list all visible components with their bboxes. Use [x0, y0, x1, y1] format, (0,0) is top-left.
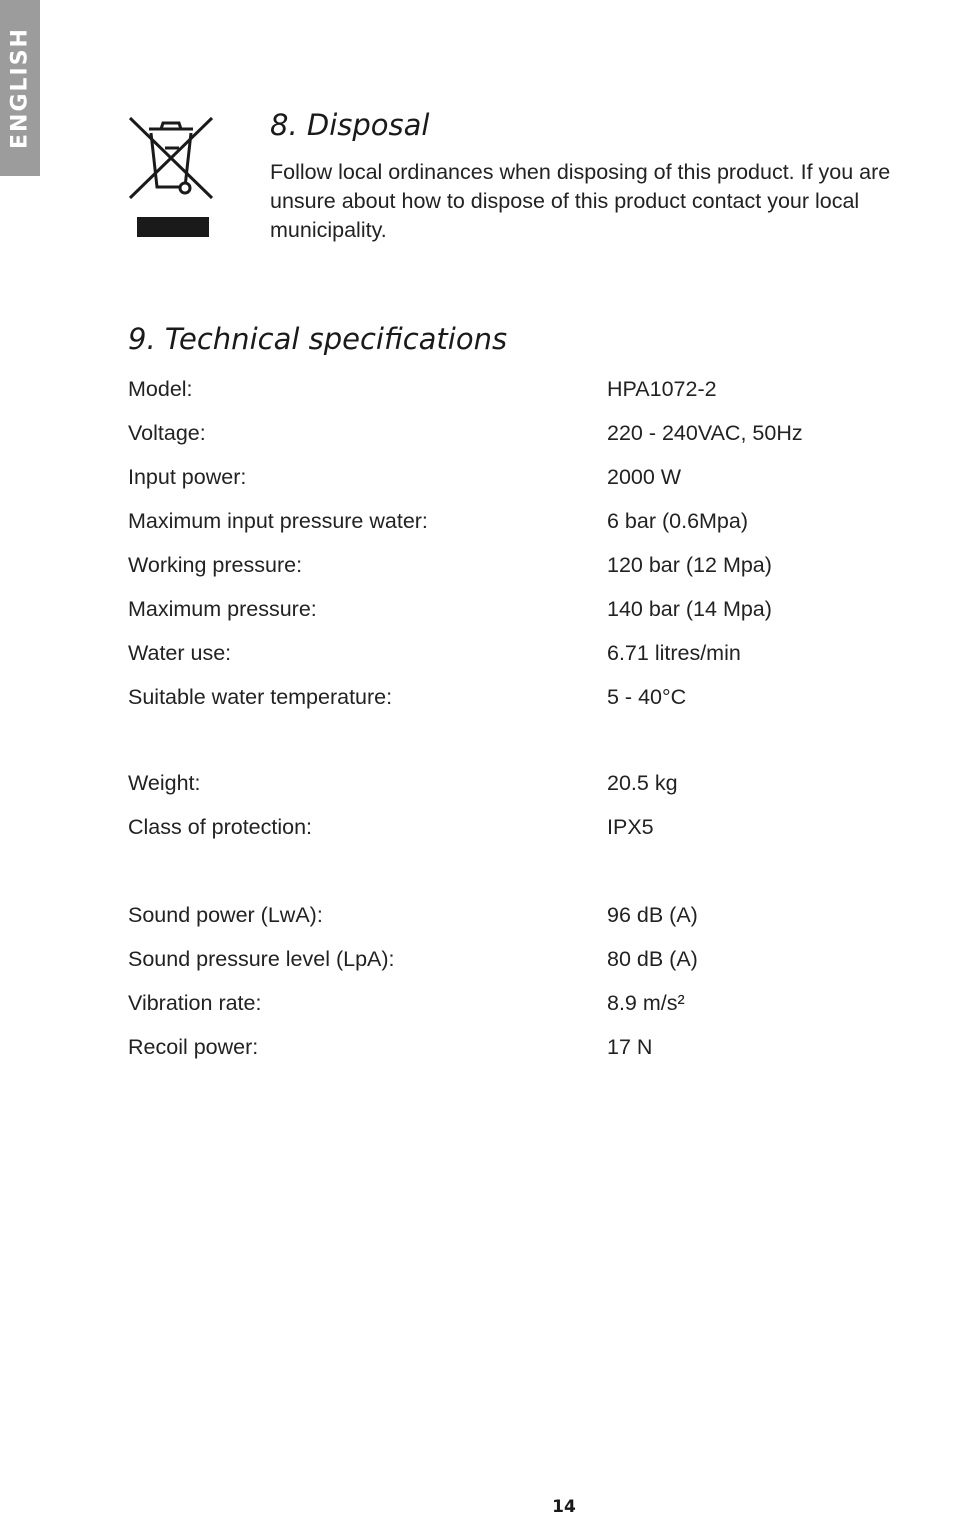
language-tab — [0, 0, 40, 176]
spec-label: Suitable water temperature: — [128, 685, 393, 709]
spec-row-water-temperature — [128, 682, 928, 726]
spec-label: Maximum pressure: — [128, 597, 317, 621]
spec-row-max-input-pressure — [128, 506, 928, 550]
spec-value: 2000 W — [607, 465, 682, 489]
spec-value: 5 - 40°C — [607, 685, 687, 709]
spec-label: Maximum input pressure water: — [128, 509, 428, 533]
spec-row-vibration-rate — [128, 988, 928, 1032]
spec-value: IPX5 — [607, 815, 654, 839]
spec-row-protection-class — [128, 812, 928, 856]
spec-row-sound-power — [128, 900, 928, 944]
spec-label: Sound power (LwA): — [128, 903, 323, 927]
spec-row-input-power — [128, 462, 928, 506]
spec-value: 96 dB (A) — [607, 903, 698, 927]
spec-label: Working pressure: — [128, 553, 303, 577]
spec-label: Sound pressure level (LpA): — [128, 947, 395, 971]
spec-row-maximum-pressure — [128, 594, 928, 638]
spec-label: Voltage: — [128, 421, 206, 445]
spec-label: Weight: — [128, 771, 201, 795]
disposal-text: Follow local ordinances when disposing of this product. If you are unsure about how to dispose of this product contact your local municipality. — [270, 160, 891, 242]
spec-value: 20.5 kg — [607, 771, 678, 795]
spec-group-physical — [128, 768, 928, 856]
spec-value: 140 bar (14 Mpa) — [607, 597, 772, 621]
language-tab-label: ENGLISH — [7, 27, 33, 149]
spec-group-general — [128, 374, 928, 726]
spec-value: 8.9 m/s² — [607, 991, 685, 1015]
spec-value: HPA1072-2 — [607, 377, 717, 401]
crossed-out-wheelie-bin-icon — [127, 114, 215, 238]
spec-label: Vibration rate: — [128, 991, 262, 1015]
spec-row-water-use — [128, 638, 928, 682]
spec-row-sound-pressure — [128, 944, 928, 988]
spec-row-voltage — [128, 418, 928, 462]
spec-row-weight — [128, 768, 928, 812]
spec-row-model — [128, 374, 928, 418]
spec-value: 17 N — [607, 1035, 653, 1059]
spec-value: 6.71 litres/min — [607, 641, 741, 665]
page-number: 14 — [552, 1497, 576, 1517]
spec-value: 120 bar (12 Mpa) — [607, 553, 772, 577]
spec-value: 80 dB (A) — [607, 947, 698, 971]
spec-row-working-pressure — [128, 550, 928, 594]
spec-group-acoustic — [128, 900, 928, 1076]
disposal-heading: 8. Disposal — [270, 108, 430, 142]
spec-label: Input power: — [128, 465, 247, 489]
spec-label: Class of protection: — [128, 815, 313, 839]
spec-label: Water use: — [128, 641, 232, 665]
spec-label: Model: — [128, 377, 193, 401]
spec-value: 6 bar (0.6Mpa) — [607, 509, 749, 533]
spec-row-recoil-power — [128, 1032, 928, 1076]
spec-value: 220 - 240VAC, 50Hz — [607, 421, 803, 445]
spec-label: Recoil power: — [128, 1035, 259, 1059]
tech-specs-heading: 9. Technical specifications — [128, 322, 508, 356]
